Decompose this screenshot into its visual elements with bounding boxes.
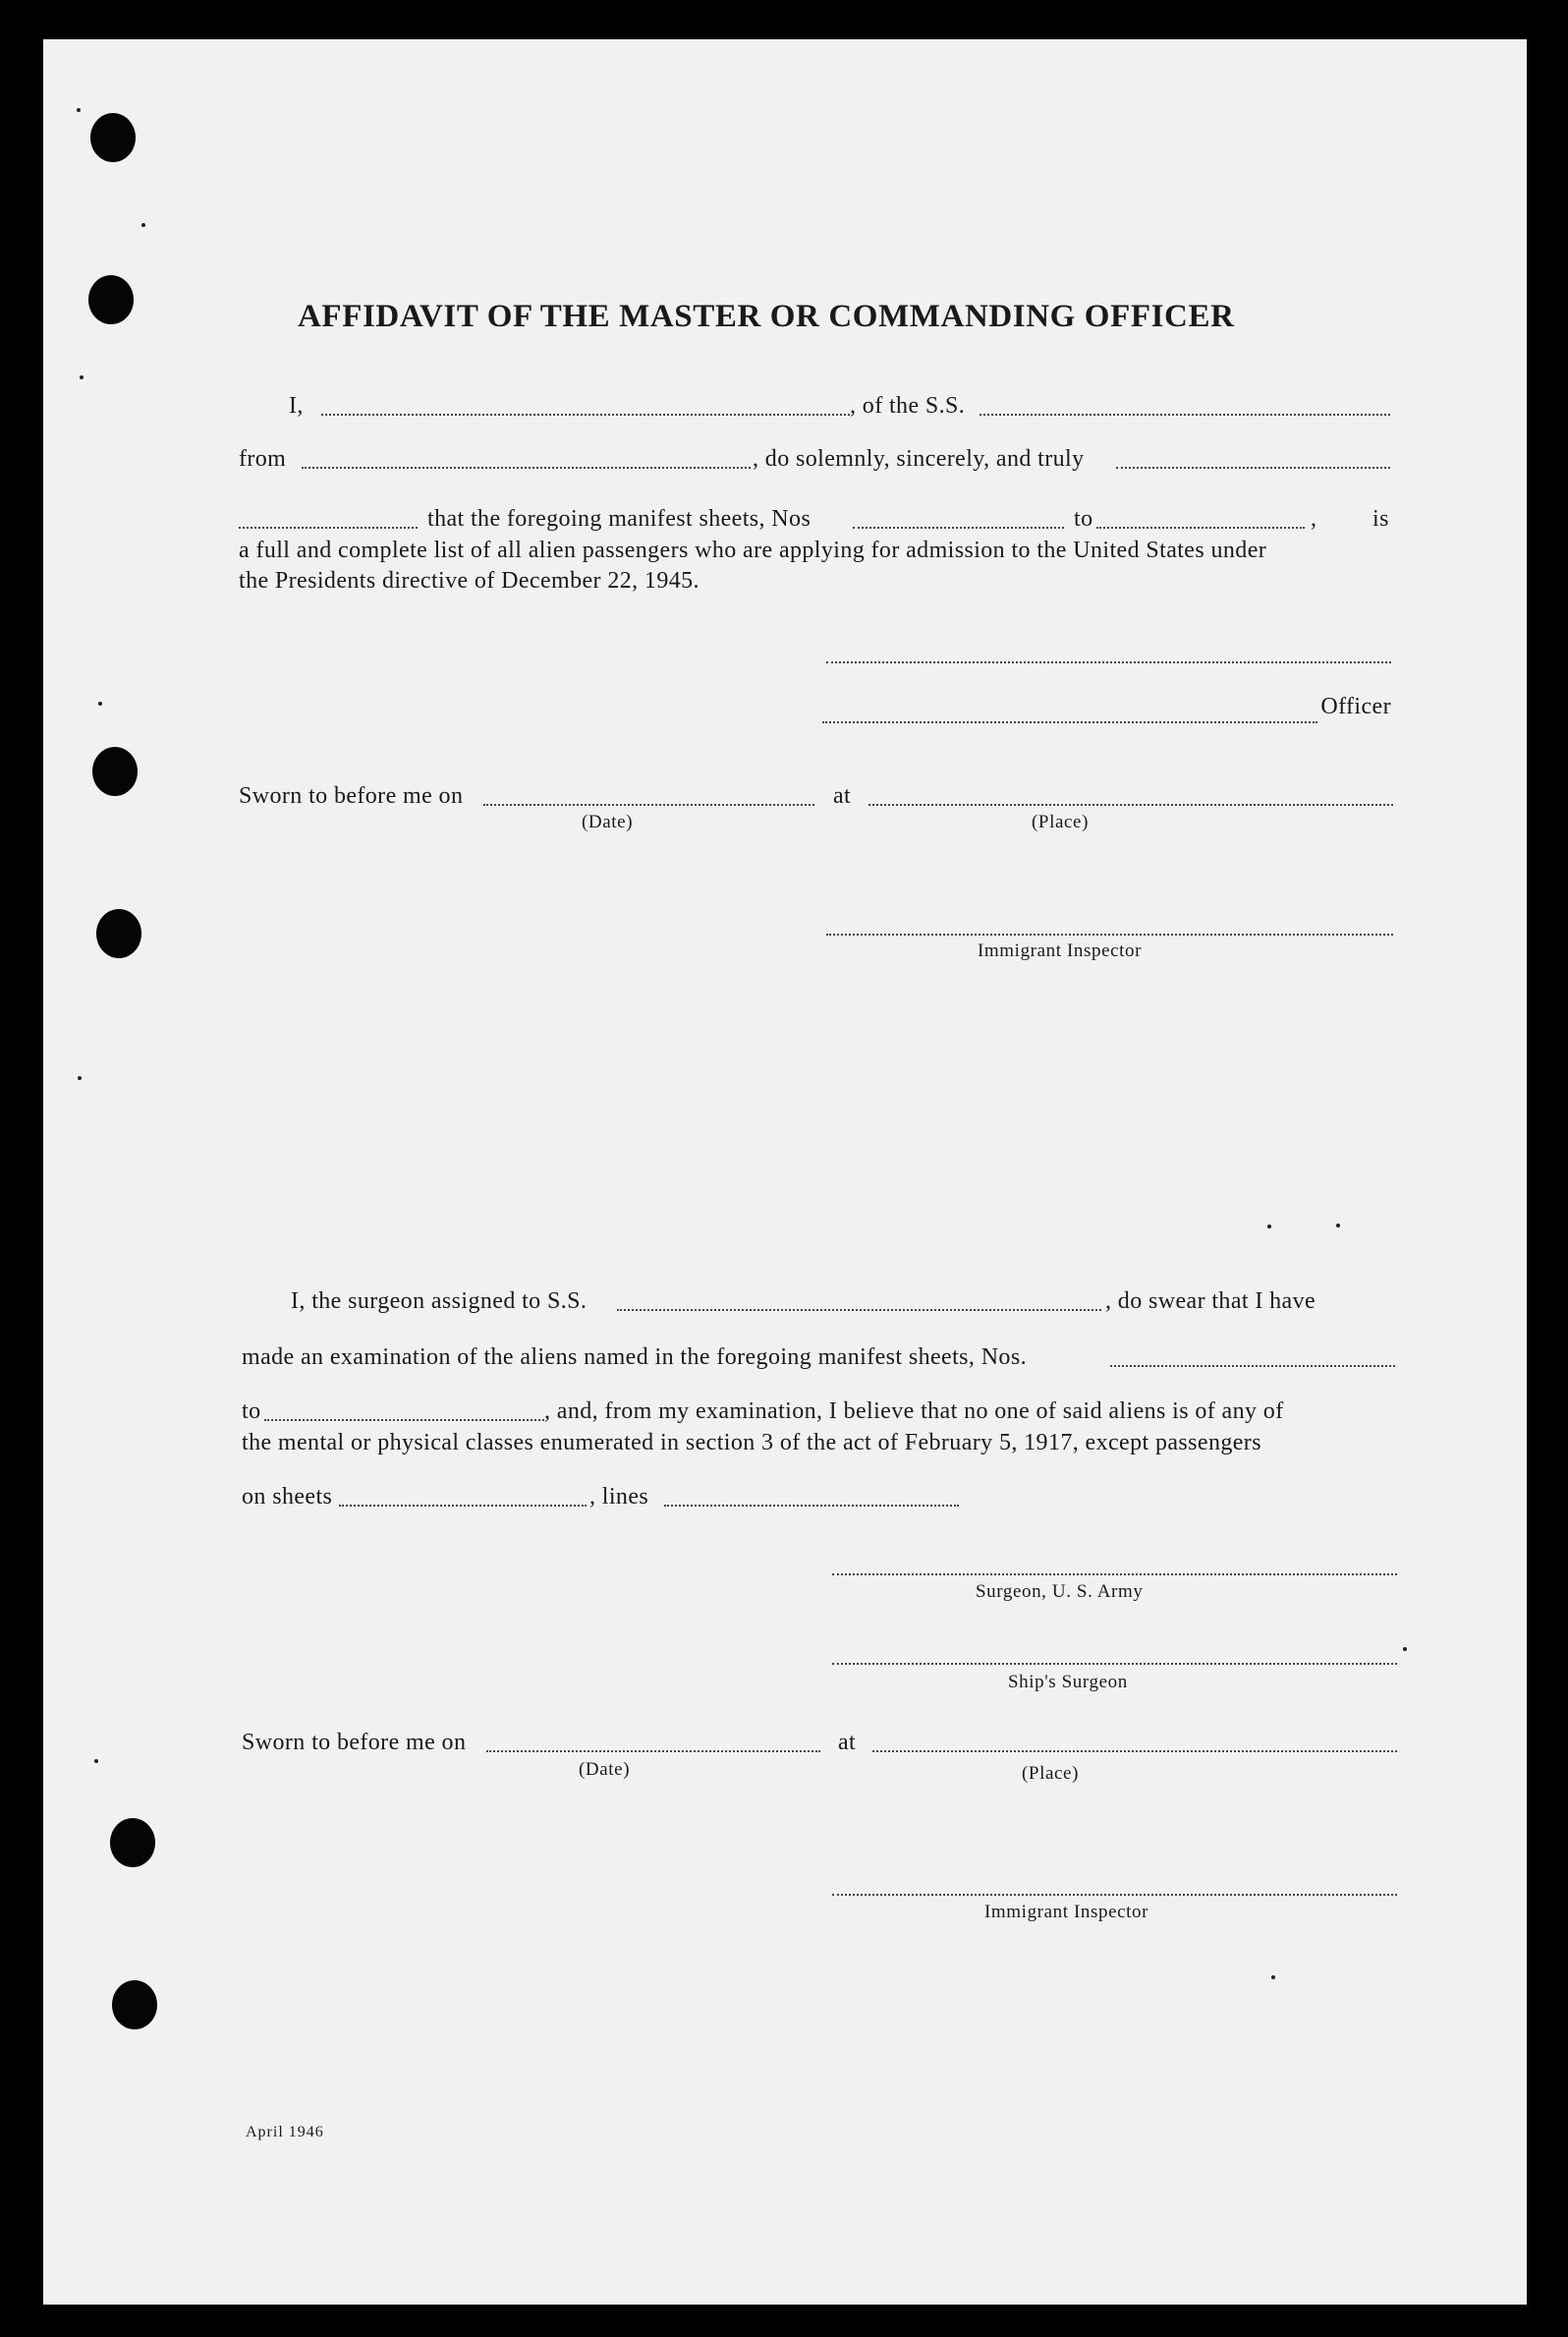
surgeon-ship-field[interactable] — [617, 1309, 1101, 1311]
surgeon-sheets-label: on sheets — [242, 1484, 333, 1510]
master-place-caption: (Place) — [1032, 812, 1089, 832]
surgeon-at-label: at — [838, 1730, 857, 1755]
master-is-label: is — [1372, 506, 1389, 532]
speck — [1271, 1975, 1275, 1979]
speck — [98, 702, 102, 706]
speck — [94, 1759, 98, 1763]
punch-hole — [90, 113, 136, 162]
master-name-field[interactable] — [321, 414, 850, 416]
master-line5: the Presidents directive of December 22, 1945. — [239, 568, 700, 594]
punch-hole — [96, 909, 141, 958]
surgeon-place-caption: (Place) — [1022, 1763, 1079, 1784]
army-surgeon-label: Surgeon, U. S. Army — [976, 1581, 1144, 1602]
affidavit-page — [43, 39, 1527, 2305]
master-signature-line[interactable] — [826, 661, 1391, 663]
master-at-label: at — [833, 783, 852, 809]
officer-label: Officer — [1320, 694, 1391, 719]
form-date: April 1946 — [246, 2124, 324, 2140]
surgeon-sheets-field[interactable] — [339, 1505, 587, 1507]
punch-hole — [88, 275, 134, 324]
surgeon-sworn-label: Sworn to before me on — [242, 1730, 467, 1755]
speck — [80, 375, 84, 379]
master-ship-field[interactable] — [980, 414, 1390, 416]
page-title: AFFIDAVIT OF THE MASTER OR COMMANDING OFFICER — [298, 299, 1235, 334]
surgeon-nos-to-field[interactable] — [264, 1419, 544, 1421]
master-comma-label: , — [1311, 506, 1317, 532]
surgeon-inspector-label: Immigrant Inspector — [984, 1902, 1149, 1922]
master-sworn-date-field[interactable] — [483, 804, 814, 806]
speck — [141, 223, 145, 227]
master-oath-field[interactable] — [239, 527, 418, 529]
surgeon-line2: made an examination of the aliens named in the foregoing manifest sheets, Nos. — [242, 1344, 1027, 1370]
speck — [1336, 1224, 1340, 1227]
master-sworn-label: Sworn to before me on — [239, 783, 464, 809]
punch-hole — [92, 747, 138, 796]
master-nos-from-field[interactable] — [853, 527, 1064, 529]
speck — [77, 108, 81, 112]
surgeon-sworn-date-field[interactable] — [486, 1750, 820, 1752]
master-i-label: I, — [289, 393, 304, 419]
surgeon-inspector-signature-line[interactable] — [832, 1894, 1397, 1896]
master-from-label: from — [239, 446, 287, 472]
surgeon-lines-field[interactable] — [664, 1505, 959, 1507]
master-line4: a full and complete list of all alien passengers who are applying for admission to the United States under — [239, 538, 1267, 563]
master-inspector-label: Immigrant Inspector — [978, 940, 1143, 961]
master-swear-field[interactable] — [1116, 467, 1390, 469]
army-surgeon-signature-line[interactable] — [832, 1573, 1397, 1575]
speck — [1267, 1225, 1271, 1228]
master-swear-label: , do solemnly, sincerely, and truly — [753, 446, 1085, 472]
surgeon-line4: the mental or physical classes enumerated in section 3 of the act of February 5, 1917, except passengers — [242, 1430, 1261, 1455]
master-to-label: to — [1074, 506, 1093, 532]
speck — [1403, 1647, 1407, 1651]
surgeon-lines-label: , lines — [589, 1484, 649, 1510]
master-inspector-signature-line[interactable] — [826, 934, 1393, 936]
surgeon-sworn-place-field[interactable] — [872, 1750, 1397, 1752]
master-of-ss-label: , of the S.S. — [850, 393, 966, 419]
surgeon-line3-rest: , and, from my examination, I believe that no one of said aliens is of any of — [544, 1398, 1284, 1424]
surgeon-line1-end: , do swear that I have — [1105, 1288, 1316, 1314]
surgeon-line1-start: I, the surgeon assigned to S.S. — [291, 1288, 588, 1314]
master-date-caption: (Date) — [582, 812, 634, 832]
speck — [78, 1076, 82, 1080]
master-sworn-place-field[interactable] — [868, 804, 1393, 806]
officer-signature-line[interactable] — [822, 721, 1317, 723]
master-from-field[interactable] — [302, 467, 751, 469]
surgeon-nos-from-field[interactable] — [1110, 1365, 1395, 1367]
surgeon-to-label: to — [242, 1398, 261, 1424]
punch-hole — [110, 1818, 155, 1867]
master-nos-to-field[interactable] — [1096, 527, 1305, 529]
punch-hole — [112, 1980, 157, 2029]
ship-surgeon-signature-line[interactable] — [832, 1663, 1397, 1665]
surgeon-date-caption: (Date) — [579, 1759, 631, 1780]
ship-surgeon-label: Ship's Surgeon — [1008, 1672, 1128, 1692]
master-manifest-label: that the foregoing manifest sheets, Nos — [427, 506, 812, 532]
